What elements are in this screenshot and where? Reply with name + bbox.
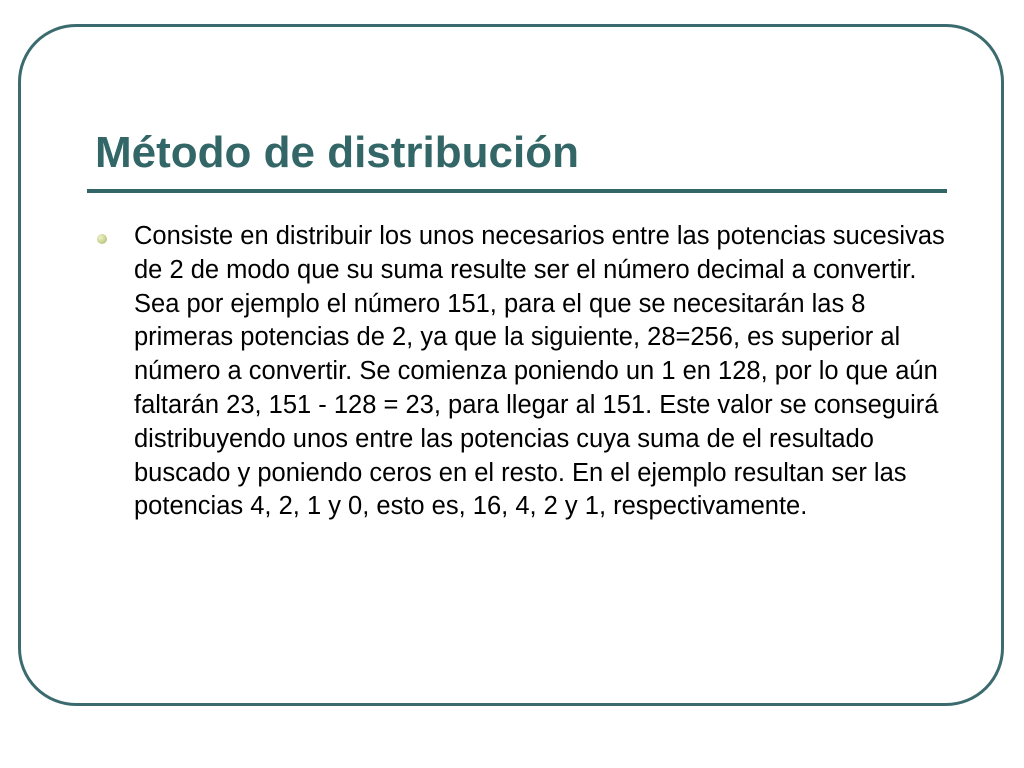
bullet-icon <box>97 234 107 244</box>
slide-title: Método de distribución <box>95 128 579 177</box>
bullet-item <box>96 220 946 524</box>
bullet-list <box>96 220 946 524</box>
title-divider <box>87 189 947 193</box>
bullet-text: Consiste en distribuir los unos necesarios entre las potencias sucesivas de 2 de modo que su suma resulte ser el número decimal a convertir. Sea por ejemplo el número 151, para el que se necesitarán las 8 primeras potencias de 2, ya que la siguiente, 28=256, es superior al número a convertir. Se comienza poniendo un 1 en 128, por lo que aún faltarán 23, 151 - 128 = 23, para llegar al 151. Este valor se conseguirá distribuyendo unos entre las potencias cuya suma de el resultado buscado y poniendo ceros en el resto. En el ejemplo resultan ser las potencias 4, 2, 1 y 0, esto es, 16, 4, 2 y 1, respectivamente. <box>134 222 945 521</box>
